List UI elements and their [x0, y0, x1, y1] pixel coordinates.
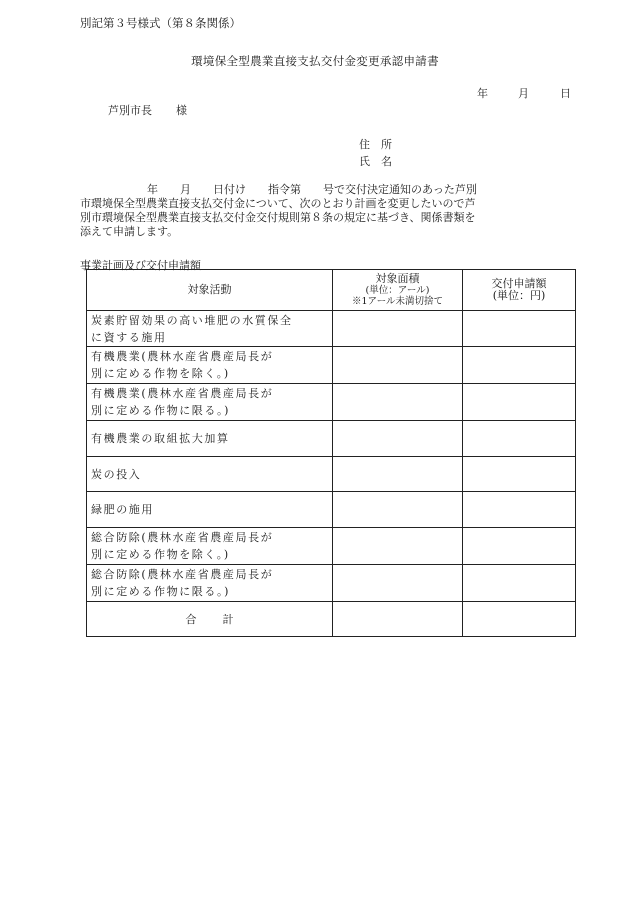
header-amount — [463, 270, 576, 311]
amount-input-cell[interactable] — [463, 384, 576, 421]
total-label: 合 計 — [87, 602, 333, 637]
amount-input-cell[interactable] — [463, 492, 576, 528]
activity-cell: 緑肥の施用 — [87, 492, 333, 528]
table-header-row — [87, 270, 576, 311]
addressee — [108, 102, 187, 118]
header-area-unit: (単位：アール) — [365, 285, 430, 296]
document-title: 環境保全型農業直接支払交付金変更承認申請書 — [191, 54, 439, 68]
table-row — [87, 311, 576, 347]
table-row — [87, 347, 576, 384]
form-number: 別記第３号様式（第８条関係） — [80, 16, 241, 30]
body-line: 市環境保全型農業直接支払交付金について、次のとおり計画を変更したいので芦 — [80, 197, 476, 210]
date-year-label: 年 — [477, 87, 488, 100]
table-row — [87, 565, 576, 602]
total-amount-cell[interactable] — [463, 602, 576, 637]
request-body — [80, 183, 576, 239]
date-month-label: 月 — [518, 87, 529, 100]
area-input-cell[interactable] — [333, 347, 463, 384]
addressee-name: 芦別市長 — [108, 104, 152, 117]
activity-cell: 炭の投入 — [87, 457, 333, 492]
header-area — [333, 270, 463, 311]
total-row — [87, 602, 576, 637]
date-day-label: 日 — [560, 87, 571, 100]
total-area-cell[interactable] — [333, 602, 463, 637]
area-input-cell[interactable] — [333, 565, 463, 602]
section-title: 事業計画及び交付申請額 — [80, 259, 201, 272]
application-table — [86, 269, 576, 637]
header-amount-unit: (単位：円) — [492, 289, 546, 302]
table-row — [87, 528, 576, 565]
activity-cell: 総合防除(農林水産省農産局長が 別に定める作物を除く。) — [87, 528, 333, 565]
header-activity: 対象活動 — [87, 270, 333, 311]
addressee-honorific: 様 — [176, 104, 187, 117]
table-row — [87, 457, 576, 492]
header-area-title: 対象面積 — [375, 272, 420, 285]
area-input-cell[interactable] — [333, 311, 463, 347]
table-row — [87, 492, 576, 528]
activity-cell: 有機農業(農林水産省農産局長が 別に定める作物に限る。) — [87, 384, 333, 421]
amount-input-cell[interactable] — [463, 457, 576, 492]
amount-input-cell[interactable] — [463, 347, 576, 384]
activity-cell: 総合防除(農林水産省農産局長が 別に定める作物に限る。) — [87, 565, 333, 602]
name-label: 氏 名 — [359, 155, 392, 168]
activity-cell: 有機農業(農林水産省農産局長が 別に定める作物を除く。) — [87, 347, 333, 384]
table-row — [87, 384, 576, 421]
body-line: 別市環境保全型農業直接支払交付金交付規則第８条の規定に基づき、関係書類を — [80, 211, 476, 224]
body-line: 添えて申請します。 — [80, 225, 179, 238]
amount-input-cell[interactable] — [463, 528, 576, 565]
amount-input-cell[interactable] — [463, 565, 576, 602]
activity-cell: 炭素貯留効果の高い堆肥の水質保全 に資する施用 — [87, 311, 333, 347]
address-label: 住 所 — [359, 138, 392, 151]
area-input-cell[interactable] — [333, 421, 463, 457]
area-input-cell[interactable] — [333, 492, 463, 528]
body-line: 年 月 日付け 指令第 号で交付決定通知のあった芦別 — [147, 183, 477, 196]
activity-cell: 有機農業の取組拡大加算 — [87, 421, 333, 457]
header-area-note: ※1アール未満切捨て — [351, 296, 444, 307]
area-input-cell[interactable] — [333, 457, 463, 492]
area-input-cell[interactable] — [333, 384, 463, 421]
area-input-cell[interactable] — [333, 528, 463, 565]
header-amount-title: 交付申請額 — [491, 277, 547, 290]
table-row — [87, 421, 576, 457]
amount-input-cell[interactable] — [463, 421, 576, 457]
amount-input-cell[interactable] — [463, 311, 576, 347]
